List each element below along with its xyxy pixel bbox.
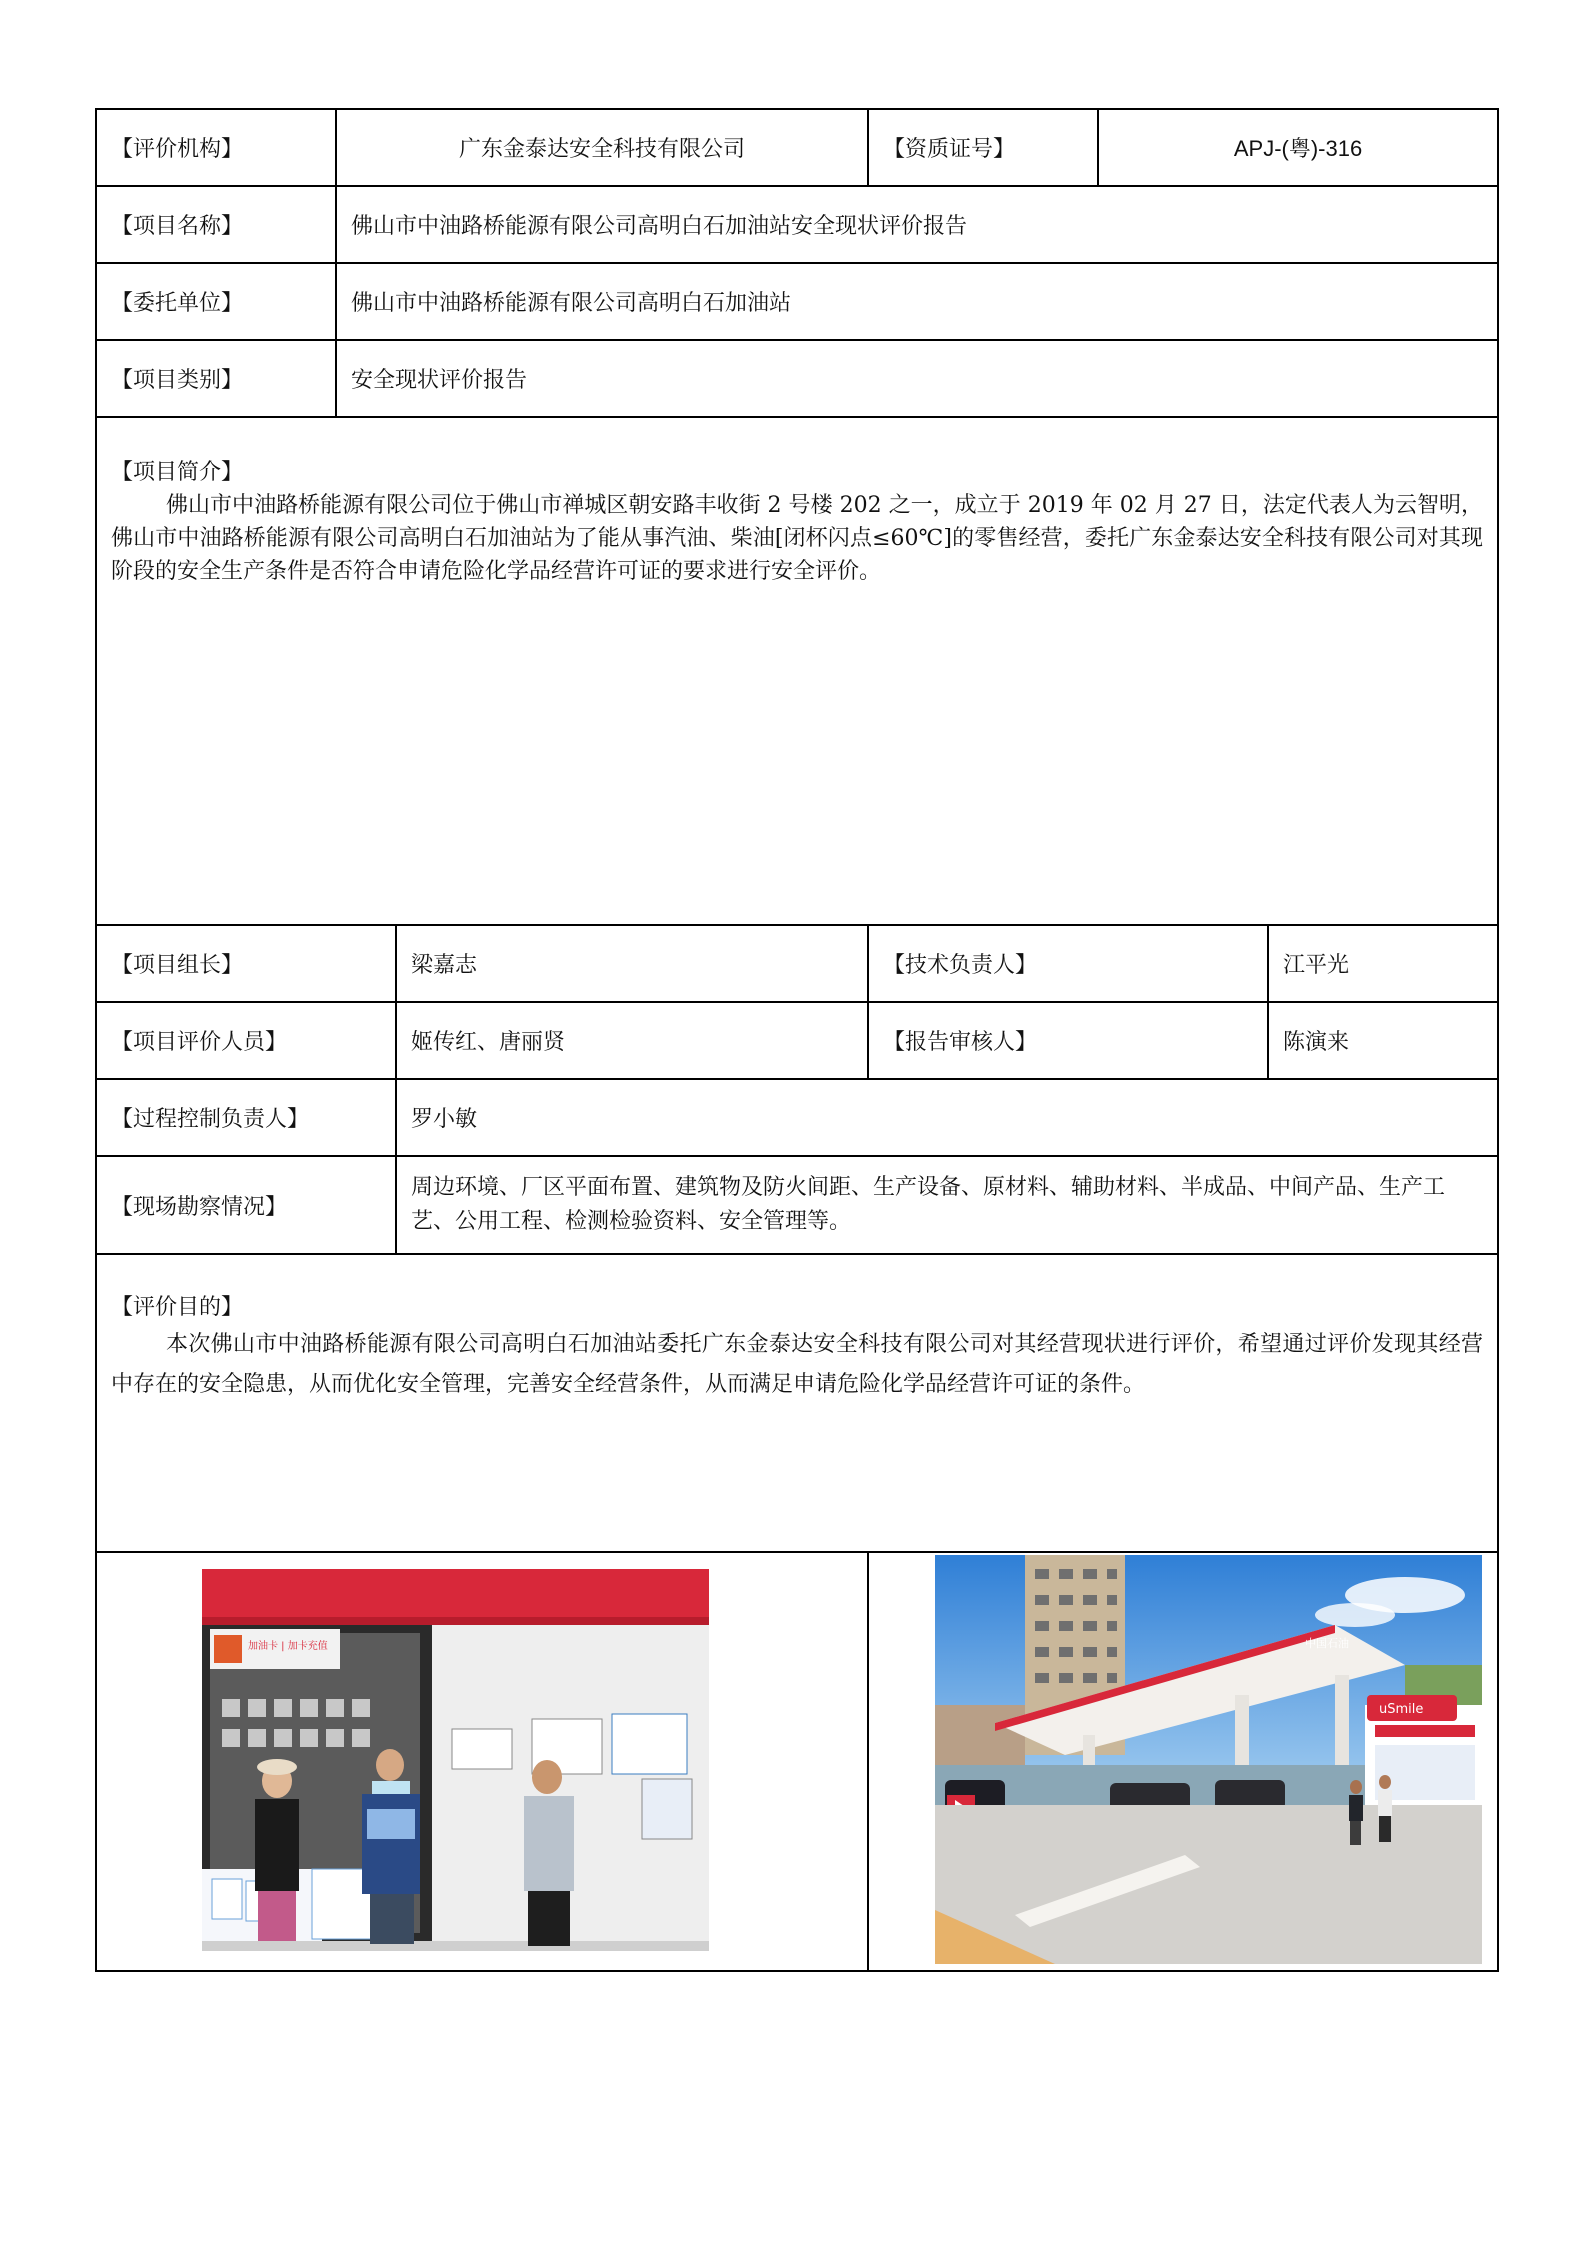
row-photos [96,1552,1498,1971]
purpose-cell [96,1254,1498,1552]
photo-gas-station-forecourt [935,1555,1482,1964]
row-evaluators [96,1002,1498,1079]
intro-cell [96,417,1498,925]
row-client [96,263,1498,340]
process-label: 【过程控制负责人】 [96,1079,396,1156]
category-value: 安全现状评价报告 [336,340,1498,417]
leader-value: 梁嘉志 [396,925,868,1002]
org-label: 【评价机构】 [96,109,336,186]
row-process [96,1079,1498,1156]
photo-cell-right [868,1552,1498,1971]
left-sign-text: 加油卡 | 加卡充值 [248,1641,328,1652]
intro-label: 【项目简介】 [111,460,244,485]
reviewer-value: 陈演来 [1268,1002,1498,1079]
client-value: 佛山市中油路桥能源有限公司高明白石加油站 [336,263,1498,340]
row-purpose [96,1254,1498,1552]
info-table [95,108,1499,1972]
client-label: 【委托单位】 [96,263,336,340]
survey-label: 【现场勘察情况】 [96,1156,396,1254]
row-leader [96,925,1498,1002]
leader-label: 【项目组长】 [96,925,396,1002]
process-value: 罗小敏 [396,1079,1498,1156]
cert-value: APJ-(粤)-316 [1098,109,1498,186]
purpose-text: 本次佛山市中油路桥能源有限公司高明白石加油站委托广东金泰达安全科技有限公司对其经营现状进行评价，希望通过评价发现其经营中存在的安全隐患，从而优化安全管理，完善安全经营条件，从而满足申请危险化学品经营许可证的条件。 [111,1332,1484,1397]
photo-cell-left [96,1552,868,1971]
row-intro [96,417,1498,925]
row-category [96,340,1498,417]
purpose-label: 【评价目的】 [111,1295,244,1320]
survey-value: 周边环境、厂区平面布置、建筑物及防火间距、生产设备、原材料、辅助材料、半成品、中间产品、生产工艺、公用工程、检测检验资料、安全管理等。 [396,1156,1498,1254]
intro-text: 佛山市中油路桥能源有限公司位于佛山市禅城区朝安路丰收街 2 号楼 202 之一，成立于 2019 年 02 月 27 日，法定代表人为云智明，佛山市中油路桥能源有限公司高明白石加油站为了能从事汽油、柴油[闭杯闪点≤60℃]的零售经营，委托广东金泰达安全科技有限公司对其现阶段的安全生产条件是否符合申请危险化学品经营许可证的要求进行安全评价。 [111,493,1484,584]
tech-label: 【技术负责人】 [868,925,1268,1002]
evaluators-label: 【项目评价人员】 [96,1002,396,1079]
canopy-text: 中国石油 [1305,1637,1350,1650]
project-name-label: 【项目名称】 [96,186,336,263]
shop-sign-text: uSmile [1379,1702,1424,1717]
row-project-name [96,186,1498,263]
evaluation-form [95,108,1497,1972]
reviewer-label: 【报告审核人】 [868,1002,1268,1079]
category-label: 【项目类别】 [96,340,336,417]
row-survey [96,1156,1498,1254]
row-org [96,109,1498,186]
cert-label: 【资质证号】 [868,109,1098,186]
evaluators-value: 姬传红、唐丽贤 [396,1002,868,1079]
project-name-value: 佛山市中油路桥能源有限公司高明白石加油站安全现状评价报告 [336,186,1498,263]
tech-value: 江平光 [1268,925,1498,1002]
org-value: 广东金泰达安全科技有限公司 [336,109,868,186]
photo-staff-at-station [202,1569,709,1951]
